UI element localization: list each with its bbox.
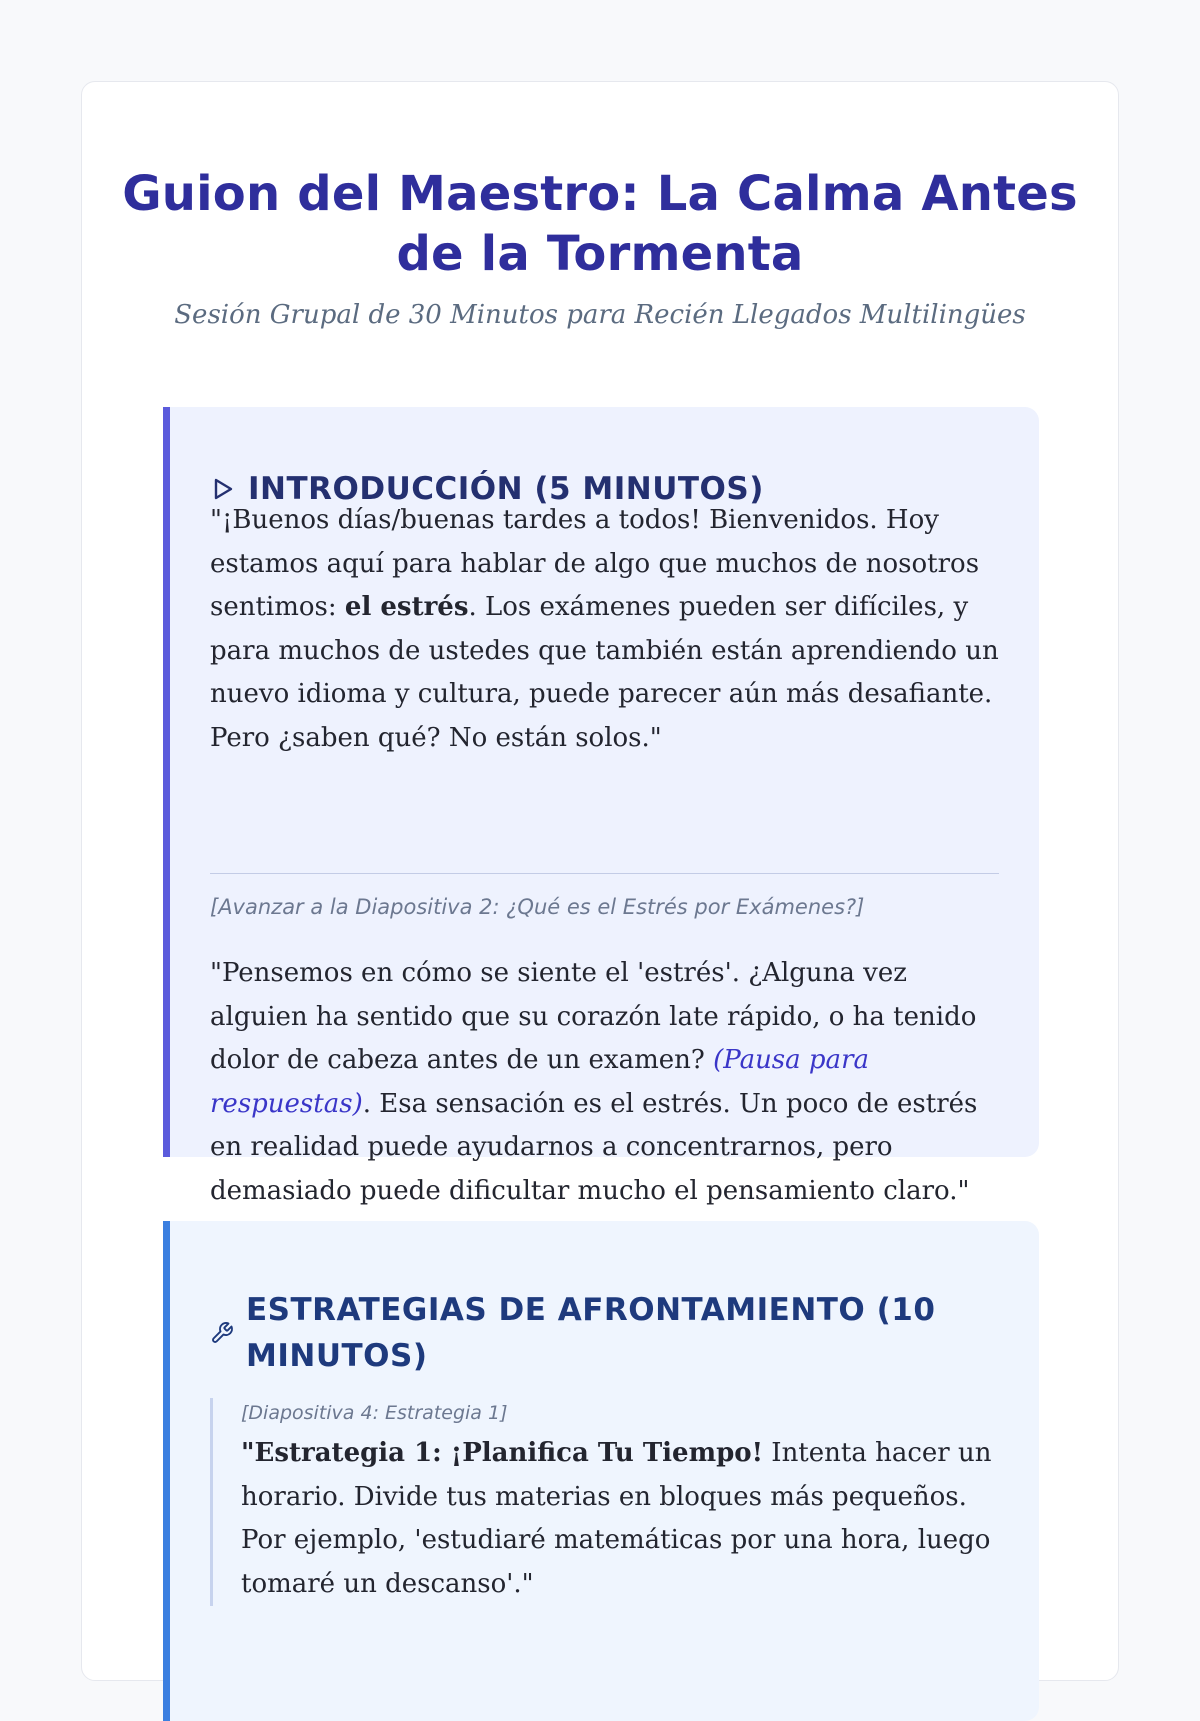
section-heading-text: INTRODUCCIÓN (5 MINUTOS)	[248, 470, 764, 507]
strategy-1-title: "Estrategia 1: ¡Planifica Tu Tiempo!	[241, 1438, 764, 1468]
strategy-1-block	[210, 1398, 1001, 1606]
section-divider	[210, 873, 999, 874]
intro-p1-text-a: "¡Buenos días/buenas tardes a todos! Bienvenidos. Hoy estamos aquí para hablar de algo que muchos de nosotros sentimos:	[210, 505, 980, 622]
pause-cue: (Pausa para respuestas)	[210, 1045, 869, 1119]
strategy-1-text	[241, 1432, 1001, 1606]
section-heading-text: ESTRATEGIAS DE AFRONTAMIENTO (10 MINUTOS)	[246, 1291, 936, 1374]
intro-p1-text-b: . Los exámenes pueden ser difíciles, y para muchos de ustedes que también están aprendiendo un nuevo idioma y cultura, puede parecer aún más desafiante. Pero ¿saben qué? No están solos."	[210, 592, 999, 753]
slide-note: [Avanzar a la Diapositiva 2: ¿Qué es el Estrés por Exámenes?]	[210, 895, 865, 919]
intro-paragraph-2	[210, 952, 1001, 1213]
intro-p1-bold: el estrés	[344, 592, 469, 622]
intro-paragraph-1	[210, 499, 1001, 760]
intro-p2-text-b: . Esa sensación es el estrés. Un poco de estrés en realidad puede ayudarnos a concentrarnos, pero demasiado puede dificultar mucho el pensamiento claro."	[210, 1088, 978, 1206]
play-triangle-icon	[210, 476, 236, 502]
intro-p2-text-a: "Pensemos en cómo se siente el 'estrés'. ¿Alguna vez alguien ha sentido que su corazón late rápido, o ha tenido dolor de cabeza antes de un examen?	[210, 958, 977, 1075]
section-heading-strategies	[210, 1287, 999, 1379]
wrench-icon	[210, 1321, 234, 1345]
strategy-1-body: Intenta hacer un horario. Divide tus materias en bloques más pequeños. Por ejemplo, 'estudiaré matemáticas por una hora, luego tomaré un descanso'."	[241, 1438, 992, 1599]
section-strategies	[163, 1221, 1039, 1721]
script-card	[81, 81, 1119, 1681]
strategy-1-slide-note: [Diapositiva 4: Estrategia 1]	[241, 1402, 508, 1424]
section-introduction	[163, 407, 1039, 1206]
page-title: Guion del Maestro: La Calma Antes de la Tormenta	[122, 166, 1078, 282]
page-subtitle: Sesión Grupal de 30 Minutos para Recién Llegados Multilingües	[174, 300, 1026, 330]
